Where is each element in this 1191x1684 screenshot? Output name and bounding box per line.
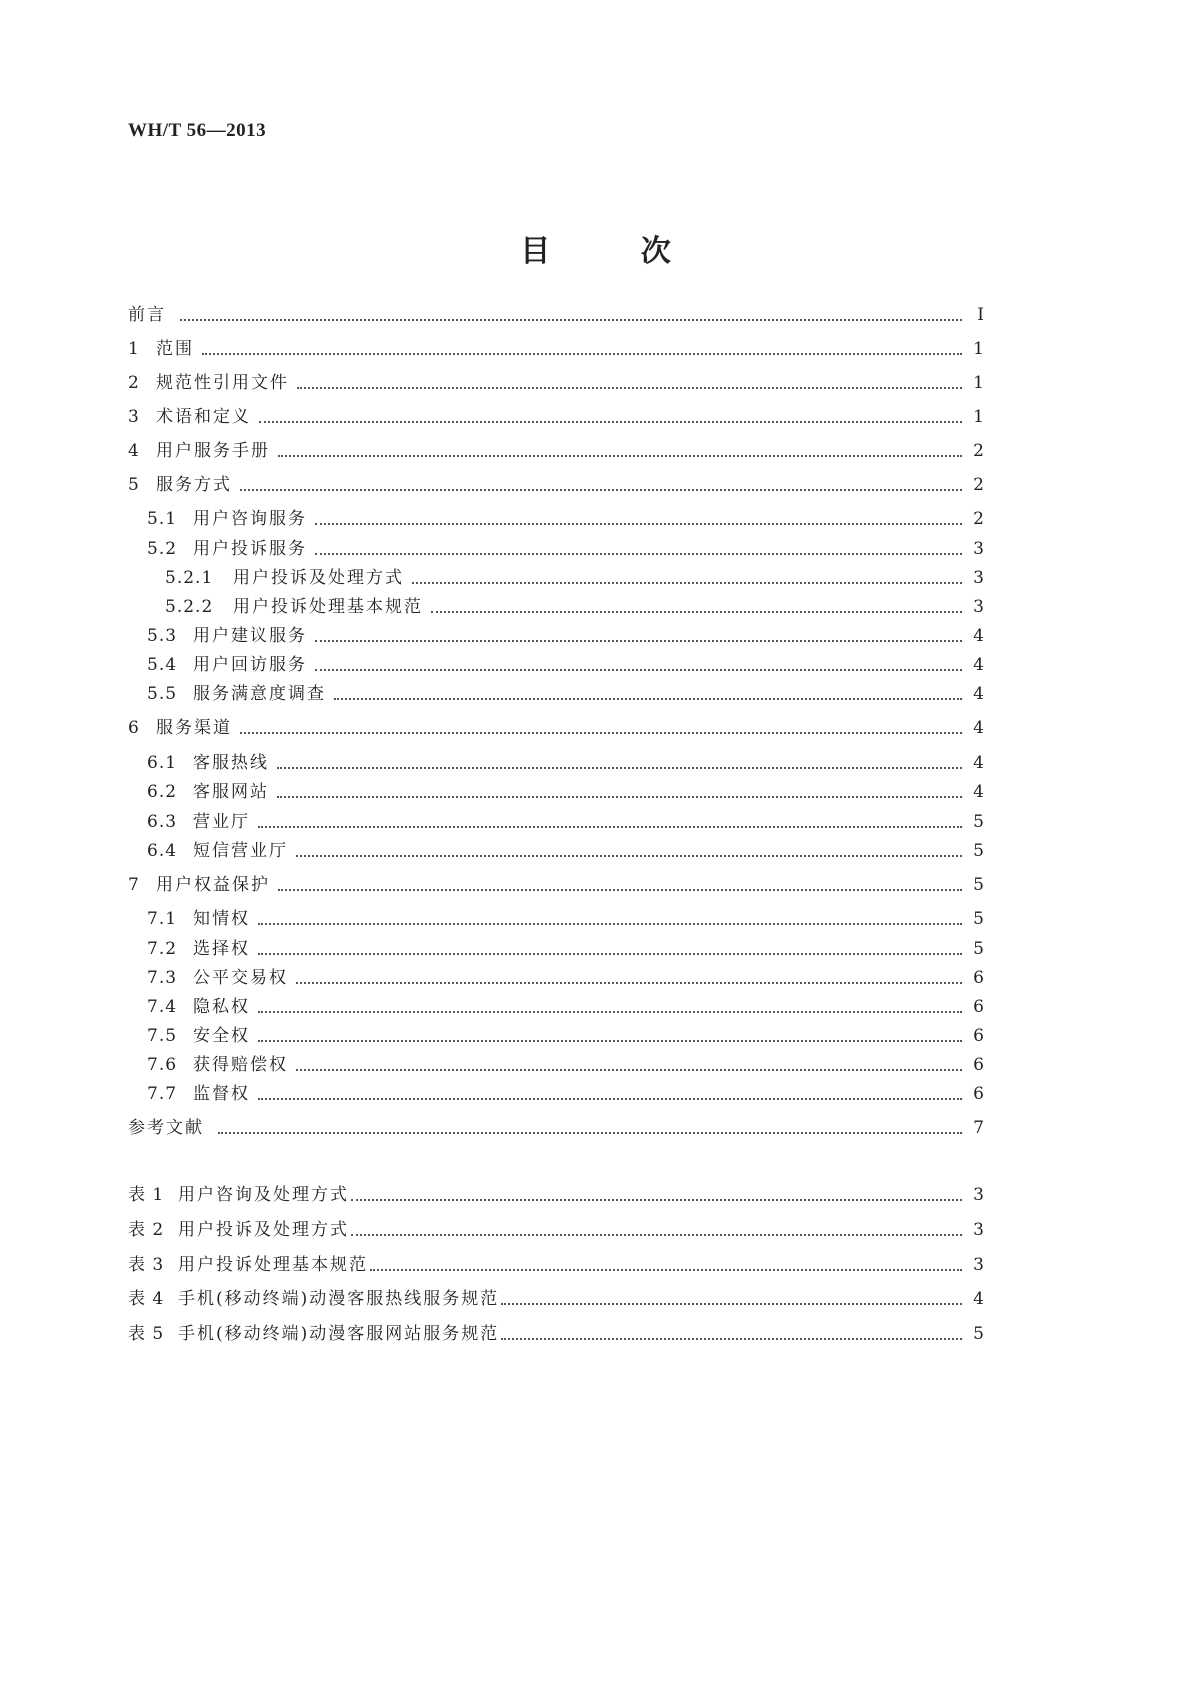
toc-entry[interactable]: [147, 532, 984, 560]
toc-entry-number: 5: [128, 475, 140, 495]
toc-entry-number: 6.3: [147, 812, 178, 832]
dot-leader: [315, 630, 962, 642]
toc-entry-page: 1: [973, 407, 984, 427]
dot-leader: [501, 1293, 962, 1305]
dot-leader: [370, 1259, 962, 1271]
toc-entry[interactable]: [147, 775, 984, 803]
toc-entry-page: 4: [973, 718, 984, 738]
dot-leader: [412, 572, 962, 584]
toc-entry-label: 用户投诉及处理方式: [233, 568, 404, 588]
dot-leader: [431, 601, 962, 613]
dot-leader: [296, 845, 962, 857]
toc-entry-number: 5.3: [147, 626, 178, 646]
toc-entry-number: 5.2.2: [165, 597, 214, 617]
dot-leader: [180, 309, 962, 321]
toc-entry[interactable]: [165, 561, 984, 589]
table-entry[interactable]: [128, 1213, 984, 1241]
toc-entry[interactable]: [128, 332, 984, 360]
toc-entry[interactable]: [128, 298, 984, 326]
dot-leader: [501, 1328, 962, 1340]
dot-leader: [315, 513, 962, 525]
toc-entry-number: 7.7: [147, 1084, 178, 1104]
toc-entry-label: 服务渠道: [156, 718, 232, 738]
toc-entry[interactable]: [147, 805, 984, 833]
toc-entry-label: 用户回访服务: [193, 655, 307, 675]
dot-leader: [315, 543, 962, 555]
dot-leader: [278, 879, 962, 891]
toc-entry-number: 5.2.1: [165, 568, 214, 588]
dot-leader: [258, 1088, 962, 1100]
toc-entry-label: 用户投诉处理基本规范: [233, 597, 423, 617]
toc-entry-page: 3: [973, 597, 984, 617]
toc-entry-label: 用户权益保护: [156, 875, 270, 895]
dot-leader: [258, 913, 962, 925]
toc-entry-label: 安全权: [193, 1026, 250, 1046]
dot-leader: [351, 1189, 962, 1201]
toc-entry-label: 服务方式: [156, 475, 232, 495]
toc-entry-number: 1: [128, 339, 140, 359]
toc-entry-label: 隐私权: [193, 997, 250, 1017]
toc-entry[interactable]: [128, 1111, 984, 1139]
toc-entry-number: 7: [128, 875, 140, 895]
toc-entry[interactable]: [128, 366, 984, 394]
toc-entry[interactable]: [128, 468, 984, 496]
toc-entry-number: 5.4: [147, 655, 178, 675]
toc-entry-page: 2: [973, 475, 984, 495]
table-entry-number: 表 4: [128, 1289, 165, 1309]
table-entry-page: 3: [973, 1220, 984, 1240]
toc-entry-page: 5: [973, 841, 984, 861]
toc-entry[interactable]: [128, 711, 984, 739]
table-entry-page: 5: [973, 1324, 984, 1344]
toc-entry-label: 服务满意度调查: [193, 684, 326, 704]
document-code: WH/T 56—2013: [128, 120, 267, 141]
toc-entry-page: 7: [973, 1118, 984, 1138]
toc-entry[interactable]: [147, 746, 984, 774]
dot-leader: [296, 972, 962, 984]
toc-entry-page: Ⅰ: [977, 305, 984, 325]
toc-entry-label: 公平交易权: [193, 968, 288, 988]
dot-leader: [240, 722, 962, 734]
dot-leader: [258, 943, 962, 955]
table-entry[interactable]: [128, 1317, 984, 1345]
toc-entry-label: 选择权: [193, 939, 250, 959]
table-entry-number: 表 3: [128, 1255, 165, 1275]
toc-entry-page: 5: [973, 939, 984, 959]
toc-entry-label: 知情权: [193, 909, 250, 929]
dot-leader: [296, 1059, 962, 1071]
dot-leader: [315, 659, 962, 671]
toc-entry[interactable]: [147, 1019, 984, 1047]
toc-entry[interactable]: [128, 868, 984, 896]
dot-leader: [258, 816, 962, 828]
toc-entry[interactable]: [147, 990, 984, 1018]
toc-entry-label: 短信营业厅: [193, 841, 288, 861]
table-entry-label: 手机(移动终端)动漫客服热线服务规范: [178, 1289, 500, 1309]
toc-entry-label: 用户服务手册: [156, 441, 270, 461]
toc-entry-page: 4: [973, 753, 984, 773]
dot-leader: [351, 1224, 962, 1236]
toc-entry-page: 2: [973, 509, 984, 529]
toc-entry-page: 6: [973, 1055, 984, 1075]
toc-entry-page: 6: [973, 997, 984, 1017]
dot-leader: [334, 688, 962, 700]
toc-entry-page: 4: [973, 655, 984, 675]
dot-leader: [240, 479, 962, 491]
dot-leader: [258, 1001, 962, 1013]
dot-leader: [258, 1030, 962, 1042]
dot-leader: [218, 1122, 962, 1134]
toc-entry[interactable]: [147, 932, 984, 960]
table-entry-label: 用户投诉处理基本规范: [178, 1255, 368, 1275]
toc-entry-label: 参考文献: [128, 1118, 204, 1138]
table-entry-label: 手机(移动终端)动漫客服网站服务规范: [178, 1324, 500, 1344]
page-title: 目 次: [520, 234, 711, 269]
toc-entry-label: 客服热线: [193, 753, 269, 773]
toc-entry-number: 6.4: [147, 841, 178, 861]
toc-entry-label: 获得赔偿权: [193, 1055, 288, 1075]
table-entry-label: 用户咨询及处理方式: [178, 1185, 349, 1205]
dot-leader: [277, 786, 962, 798]
table-entry[interactable]: [128, 1248, 984, 1276]
table-entry[interactable]: [128, 1282, 984, 1310]
dot-leader: [278, 445, 962, 457]
toc-entry-number: 5.2: [147, 539, 178, 559]
toc-entry-number: 7.4: [147, 997, 178, 1017]
toc-entry-label: 用户咨询服务: [193, 509, 307, 529]
toc-entry-page: 6: [973, 968, 984, 988]
toc-entry-label: 规范性引用文件: [156, 373, 289, 393]
toc-entry-number: 7.5: [147, 1026, 178, 1046]
dot-leader: [297, 377, 962, 389]
toc-entry[interactable]: [147, 834, 984, 862]
toc-entry-number: 7.6: [147, 1055, 178, 1075]
toc-entry-number: 4: [128, 441, 140, 461]
toc-entry-label: 前言: [128, 305, 166, 325]
toc-entry-page: 1: [973, 373, 984, 393]
dot-leader: [277, 757, 962, 769]
toc-entry-label: 监督权: [193, 1084, 250, 1104]
toc-entry-number: 2: [128, 373, 140, 393]
table-entry-page: 4: [973, 1289, 984, 1309]
toc-entry-number: 6.1: [147, 753, 178, 773]
toc-entry[interactable]: [147, 619, 984, 647]
toc-entry-page: 6: [973, 1084, 984, 1104]
toc-entry-number: 7.2: [147, 939, 178, 959]
toc-entry-page: 4: [973, 684, 984, 704]
toc-entry-label: 用户建议服务: [193, 626, 307, 646]
toc-entry-number: 3: [128, 407, 140, 427]
table-entry-page: 3: [973, 1185, 984, 1205]
toc-entry[interactable]: [147, 648, 984, 676]
table-entry-number: 表 1: [128, 1185, 165, 1205]
toc-entry-label: 客服网站: [193, 782, 269, 802]
table-entry[interactable]: [128, 1178, 984, 1206]
toc-entry-page: 3: [973, 568, 984, 588]
toc-entry-page: 6: [973, 1026, 984, 1046]
toc-entry-number: 7.1: [147, 909, 178, 929]
dot-leader: [259, 411, 962, 423]
toc-entry[interactable]: [147, 1077, 984, 1105]
toc-entry-page: 1: [973, 339, 984, 359]
toc-entry-page: 3: [973, 539, 984, 559]
dot-leader: [202, 343, 962, 355]
toc-entry[interactable]: [147, 1048, 984, 1076]
toc-entry[interactable]: [147, 677, 984, 705]
toc-entry[interactable]: [147, 902, 984, 930]
toc-entry[interactable]: [165, 590, 984, 618]
toc-entry[interactable]: [147, 502, 984, 530]
table-entry-number: 表 5: [128, 1324, 165, 1344]
table-entry-label: 用户投诉及处理方式: [178, 1220, 349, 1240]
toc-entry-page: 5: [973, 812, 984, 832]
toc-entry-page: 4: [973, 782, 984, 802]
toc-entry-number: 6.2: [147, 782, 178, 802]
toc-entry-label: 用户投诉服务: [193, 539, 307, 559]
toc-entry-number: 6: [128, 718, 140, 738]
toc-entry-number: 5.1: [147, 509, 178, 529]
toc-entry-number: 7.3: [147, 968, 178, 988]
toc-entry-page: 2: [973, 441, 984, 461]
toc-entry-number: 5.5: [147, 684, 178, 704]
toc-entry-label: 营业厅: [193, 812, 250, 832]
toc-entry-label: 范围: [156, 339, 194, 359]
toc-entry-page: 5: [973, 875, 984, 895]
toc-entry[interactable]: [128, 400, 984, 428]
table-entry-page: 3: [973, 1255, 984, 1275]
toc-entry[interactable]: [147, 961, 984, 989]
table-entry-number: 表 2: [128, 1220, 165, 1240]
toc-entry-page: 4: [973, 626, 984, 646]
toc-entry-label: 术语和定义: [156, 407, 251, 427]
toc-entry-page: 5: [973, 909, 984, 929]
toc-entry[interactable]: [128, 434, 984, 462]
